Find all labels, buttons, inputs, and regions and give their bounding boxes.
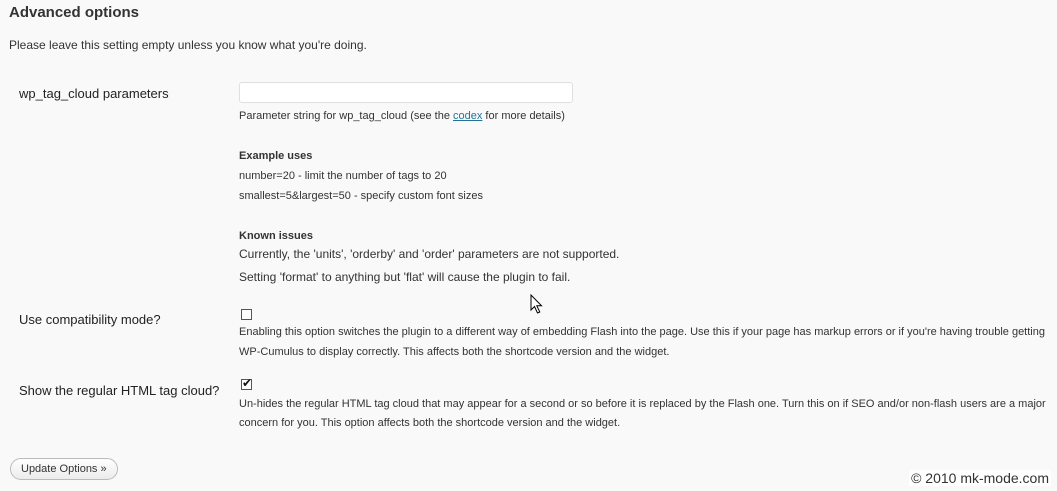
compat-mode-help-line: WP-Cumulus to display correctly. This affects both the shortcode version and the widget. xyxy=(239,346,670,358)
known-issue-item: Currently, the 'units', 'orderby' and 'order' parameters are not supported. xyxy=(239,247,620,261)
check-mark-icon: ✔ xyxy=(242,376,253,390)
html-cloud-label: Show the regular HTML tag cloud? xyxy=(19,383,220,398)
section-description: Please leave this setting empty unless you know what you're doing. xyxy=(9,38,367,52)
compat-mode-checkbox[interactable] xyxy=(241,309,252,320)
example-uses-heading: Example uses xyxy=(239,150,313,162)
example-use-item: number=20 - limit the number of tags to 20 xyxy=(239,170,447,182)
known-issue-item: Setting 'format' to anything but 'flat' will cause the plugin to fail. xyxy=(239,270,571,284)
section-title: Advanced options xyxy=(9,4,140,21)
html-cloud-help-line: Un-hides the regular HTML tag cloud that may appear for a second or so before it is replaced by the Flash one. Turn this on if SEO and/or non-flash users are a major xyxy=(239,398,1046,410)
mouse-pointer-icon xyxy=(530,294,544,314)
tag-cloud-params-input[interactable] xyxy=(239,82,573,103)
copyright-watermark: © 2010 mk-mode.com xyxy=(911,470,1049,486)
compat-mode-help-line: Enabling this option switches the plugin to a different way of embedding Flash into the page. Use this if your page has markup errors or if you're having trouble getting xyxy=(239,326,1045,338)
tag-cloud-params-help xyxy=(239,106,565,126)
html-cloud-checkbox[interactable] xyxy=(241,376,253,390)
compat-mode-label: Use compatibility mode? xyxy=(19,312,161,327)
html-cloud-help-line: concern for you. This option affects both the shortcode version and the widget. xyxy=(239,417,621,429)
help-suffix: for more details) xyxy=(482,110,565,122)
codex-link[interactable]: codex xyxy=(453,110,483,122)
update-options-button[interactable]: Update Options » xyxy=(10,458,118,480)
tag-cloud-params-label: wp_tag_cloud parameters xyxy=(19,86,169,101)
help-prefix: Parameter string for wp_tag_cloud (see the xyxy=(239,110,454,122)
example-use-item: smallest=5&largest=50 - specify custom font sizes xyxy=(239,190,483,202)
known-issues-heading: Known issues xyxy=(239,230,313,242)
